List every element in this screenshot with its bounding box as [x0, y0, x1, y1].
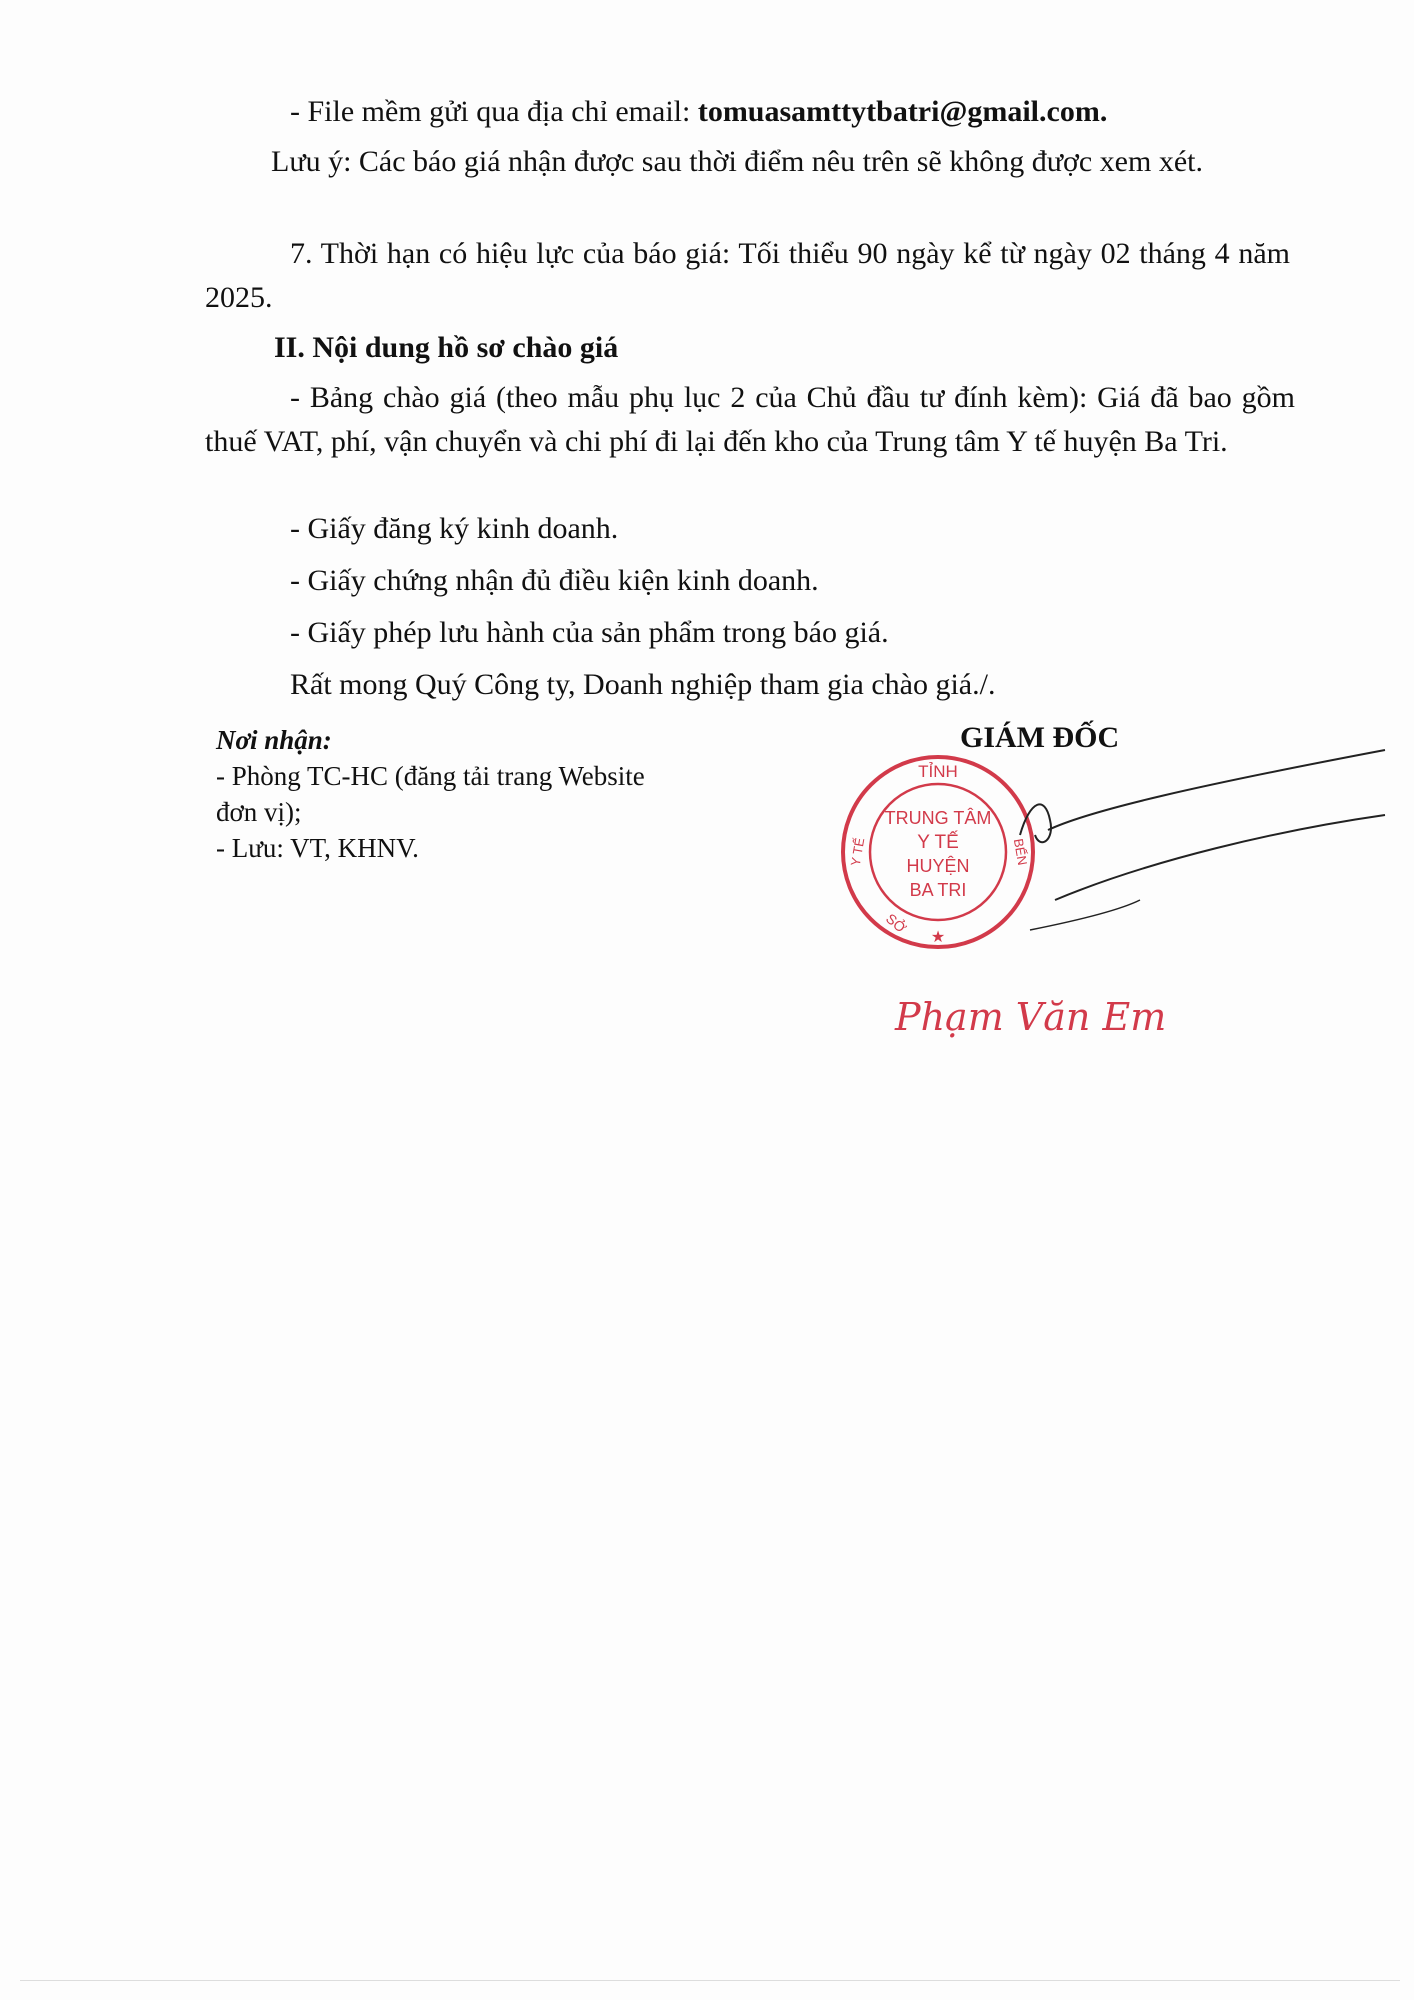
- validity-period: 7. Thời hạn có hiệu lực của báo giá: Tối thiểu 90 ngày kể từ ngày 02 tháng 4 năm 2025.: [205, 237, 1290, 314]
- closing-statement: Rất mong Quý Công ty, Doanh nghiệp tham gia chào giá./.: [290, 668, 996, 701]
- recipient-item: - Lưu: VT, KHNV.: [216, 833, 419, 863]
- handwritten-signature: [1000, 740, 1400, 940]
- stamp-center-line: TRUNG TÂM: [884, 808, 992, 828]
- stamp-star-icon: ★: [930, 927, 946, 946]
- product-license-requirement: - Giấy phép lưu hành của sản phẩm trong báo giá.: [290, 616, 889, 649]
- page-bottom-rule: [20, 1980, 1400, 1981]
- signature-stroke-tail: [1030, 900, 1140, 930]
- director-title: GIÁM ĐỐC: [960, 721, 1120, 754]
- email-address: tomuasamttytbatri@gmail.com.: [697, 95, 1108, 128]
- stamp-bottom-text: SỞ: [882, 910, 910, 937]
- stamp-center-line: HUYỆN: [906, 856, 970, 876]
- business-conditions-requirement: - Giấy chứng nhận đủ điều kiện kinh doanh.: [290, 564, 819, 597]
- signature-stroke-top: [1020, 750, 1385, 842]
- stamp-center-line: BA TRI: [909, 880, 967, 900]
- signature-stroke-bottom: [1055, 815, 1385, 900]
- late-submission-note: Lưu ý: Các báo giá nhận được sau thời điểm nêu trên sẽ không được xem xét.: [271, 145, 1203, 178]
- signer-name: Phạm Văn Em: [895, 995, 1167, 1039]
- stamp-top-text: TỈNH: [918, 762, 958, 781]
- stamp-left-text: Y TẾ: [847, 836, 868, 868]
- email-prefix: - File mềm gửi qua địa chỉ email:: [290, 95, 698, 128]
- section-heading: II. Nội dung hồ sơ chào giá: [274, 331, 619, 364]
- recipient-item: - Phòng TC-HC (đăng tải trang Website đơn vị);: [216, 761, 645, 827]
- email-line: [290, 92, 1107, 132]
- recipients-block: [216, 722, 646, 866]
- stamp-center-line: Y TẾ: [917, 832, 959, 853]
- stamp-right-text: BẾN: [1010, 837, 1031, 867]
- quote-table-requirement: - Bảng chào giá (theo mẫu phụ lục 2 của Chủ đầu tư đính kèm): Giá đã bao gồm thuế VAT, phí, vận chuyển và chi phí đi lại đến kho của Trung tâm Y tế huyện Ba Tri.: [205, 381, 1295, 458]
- recipients-title: Nơi nhận:: [216, 725, 332, 755]
- business-registration-requirement: - Giấy đăng ký kinh doanh.: [290, 512, 619, 545]
